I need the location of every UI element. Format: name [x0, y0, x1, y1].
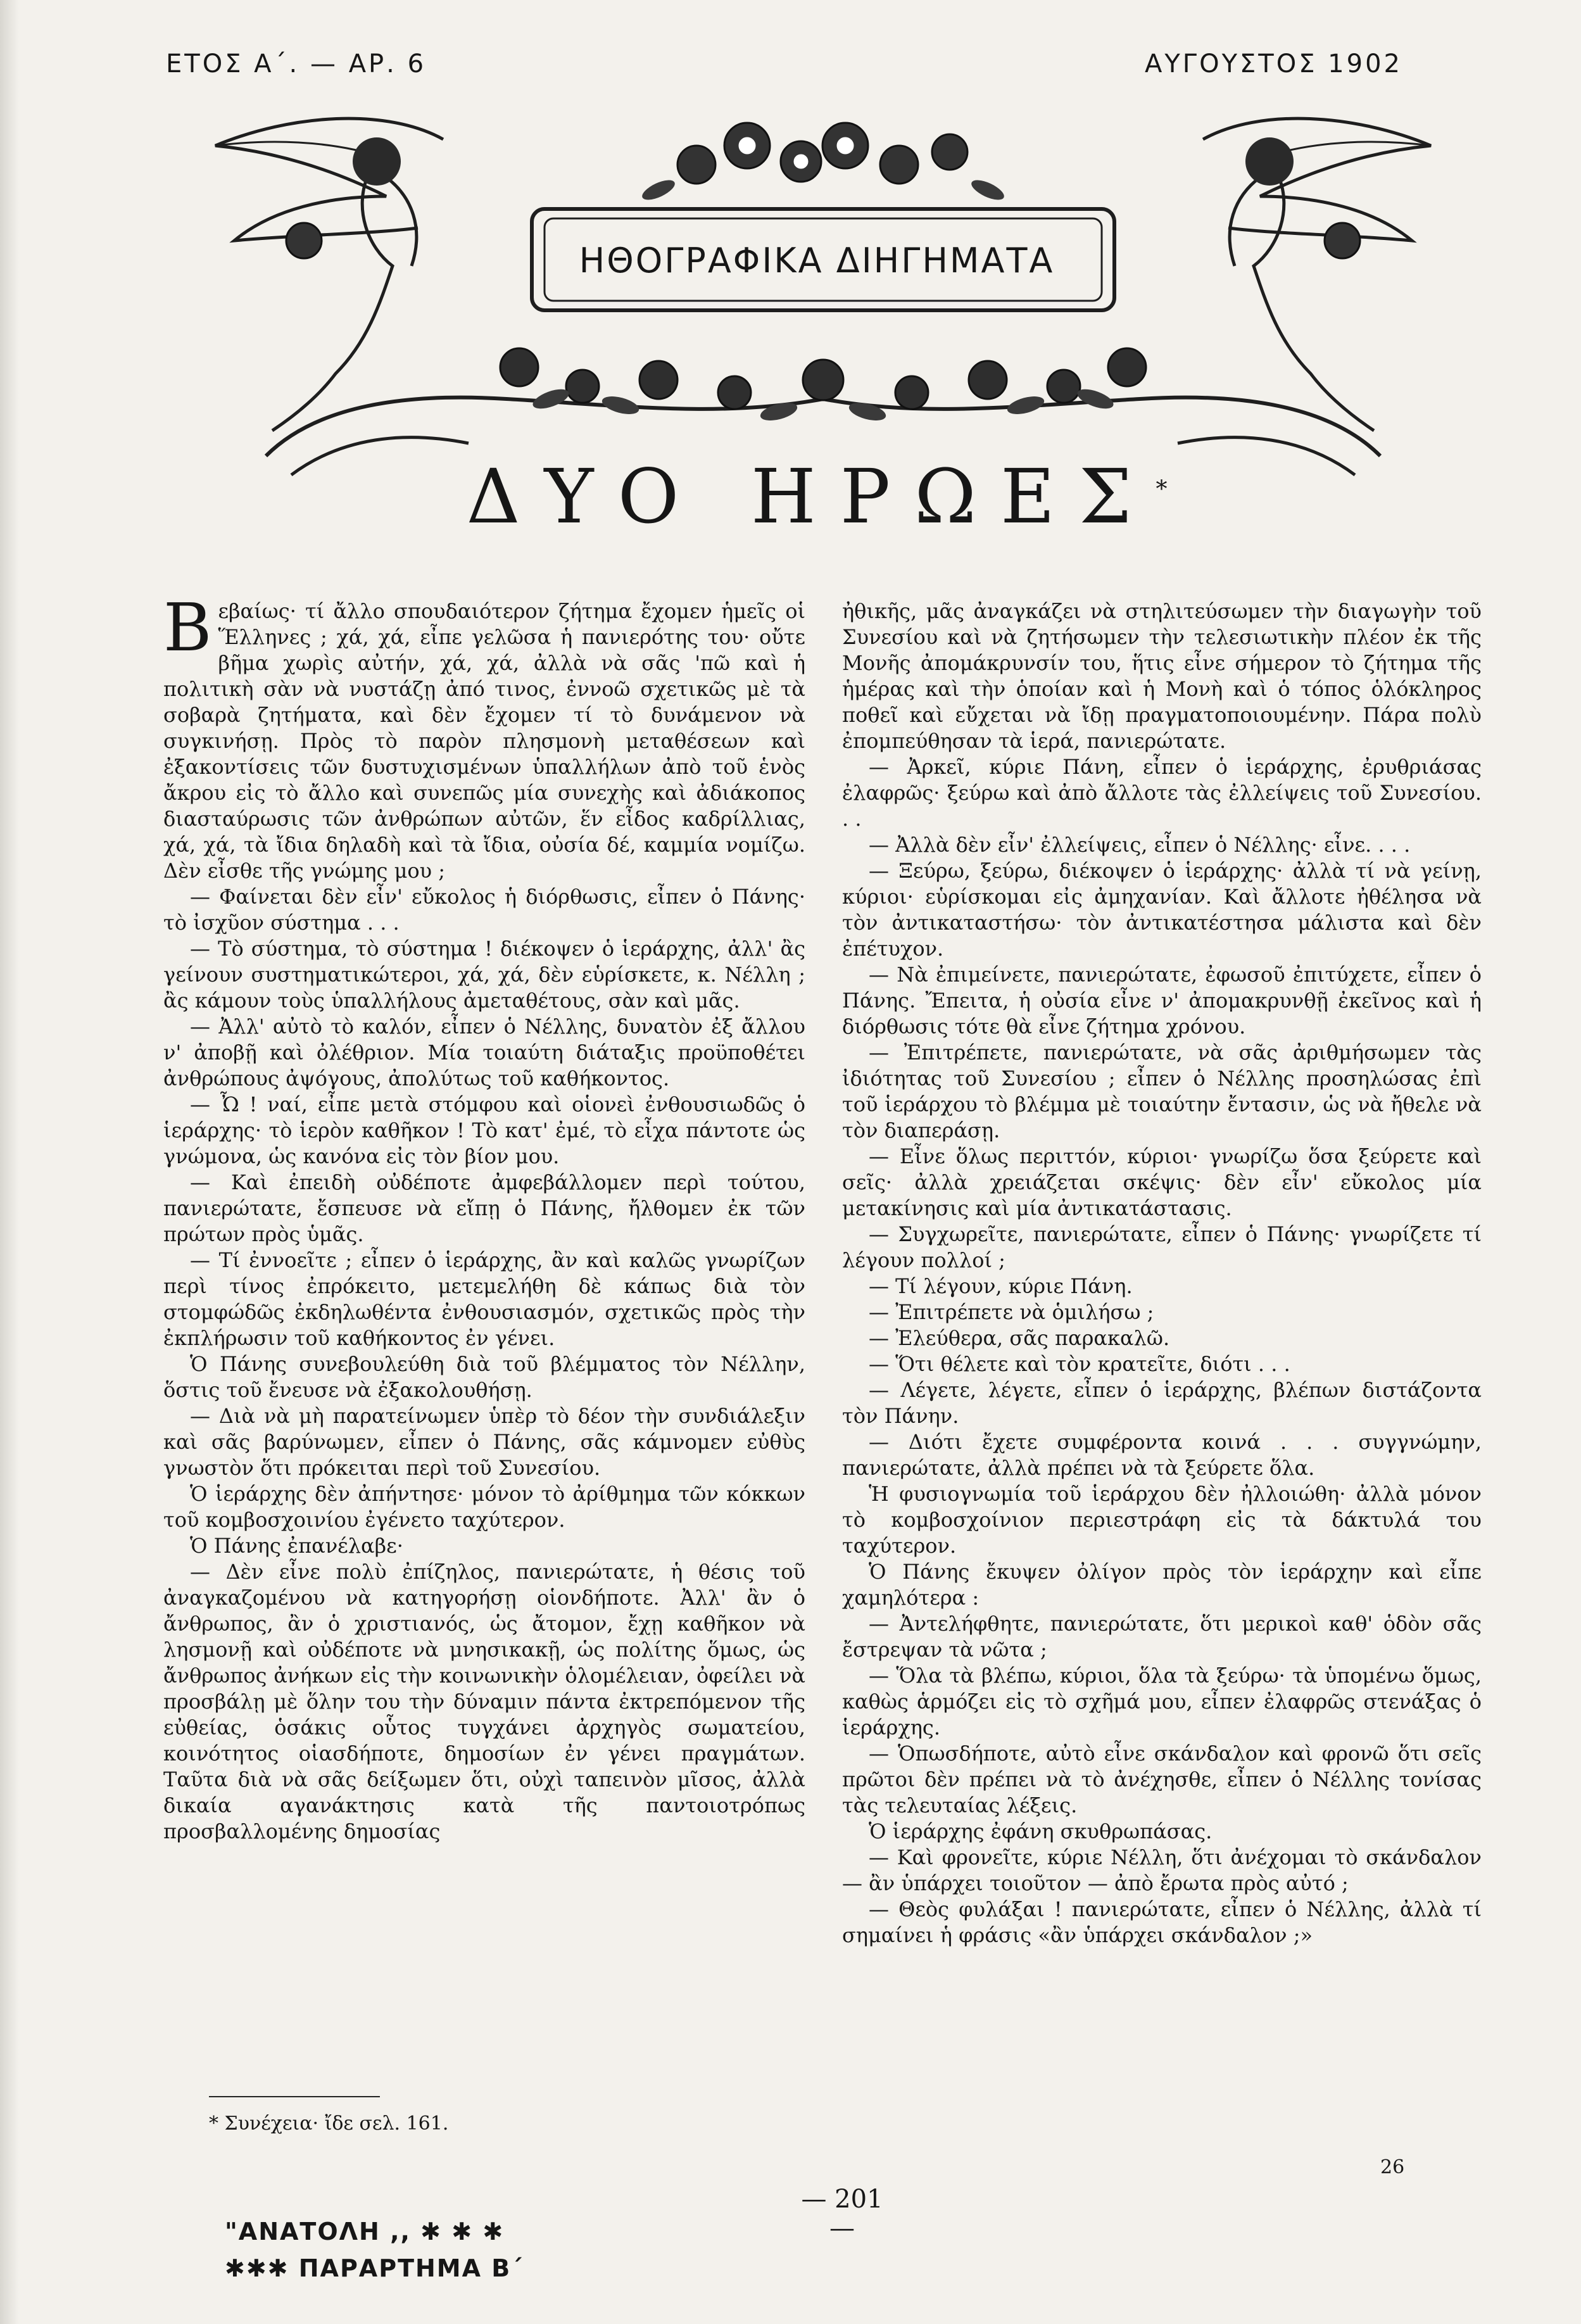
paragraph: — Θεὸς φυλάξαι ! πανιερώτατε, εἶπεν ὁ Νέλλης, ἀλλὰ τί σημαίνει ἡ φράσις «ἂν ὑπάρχει σκάνδαλον ;»: [842, 1897, 1482, 1947]
paragraph: — Νὰ ἐπιμείνετε, πανιερώτατε, ἐφωσοῦ ἐπιτύχετε, εἶπεν ὁ Πάνης. Ἔπειτα, ἡ οὐσία εἶνε ν' ἀπομακρυνθῇ ἐκεῖνος καὶ ἡ διόρθωσις τότε θὰ εἶνε ζήτημα χρόνου.: [842, 963, 1482, 1039]
paragraph: — Ὦ ! ναί, εἶπε μετὰ στόμφου καὶ οἱονεὶ ἐνθουσιωδῶς ὁ ἱεράρχης· τὸ ἱερὸν καθῆκον ! Τὸ κατ' ἐμέ, τὸ εἶχα πάντοτε ὡς γνώμονα, ὡς κανόνα εἰς τὸν βίον μου.: [163, 1092, 805, 1168]
paragraph: — Φαίνεται δὲν εἶν' εὔκολος ἡ διόρθωσις, εἶπεν ὁ Πάνης· τὸ ἰσχῦον σύστημα . . .: [163, 885, 805, 935]
paragraph: — Ξεύρω, ξεύρω, διέκοψεν ὁ ἱεράρχης· ἀλλὰ τί νὰ γείνῃ, κύριοι· εὑρίσκομαι εἰς ἀμηχανίαν. Καὶ ἄλλοτε ἠθέλησα νὰ τὸν ἀντικαταστήσω· τὸν ἀντικατέστησα μάλιστα καὶ δὲν ἐπέτυχον.: [842, 859, 1482, 961]
paragraph: — Εἶνε ὅλως περιττόν, κύριοι· γνωρίζω ὅσα ξεύρετε καὶ σεῖς· ἀλλὰ χρειάζεται σκέψις· δὲν εἶν' εὔκολος μία μετακίνησις καὶ μία ἀντικατάστασις.: [842, 1144, 1482, 1220]
art-nouveau-header-ornament: [177, 101, 1469, 481]
imprint-line-2: ✱✱✱ ΠΑΡΑΡΤΗΜΑ Β΄: [225, 2254, 523, 2282]
section-title: ΗΘΟΓΡΑΦΙΚΑ ΔΙΗΓΗΜΑΤΑ: [579, 241, 1055, 281]
paragraph: — Καὶ φρονεῖτε, κύριε Νέλλη, ὅτι ἀνέχομαι τὸ σκάνδαλον — ἂν ὑπάρχει τοιοῦτον — ἀπὸ ἔρωτα πρὸς αὐτό ;: [842, 1845, 1482, 1895]
signature-number: 26: [1380, 2156, 1405, 2178]
paragraph: — Διὰ νὰ μὴ παρατείνωμεν ὑπὲρ τὸ δέον τὴν συνδιάλεξιν καὶ σᾶς βαρύνωμεν, εἶπεν ὁ Πάνης, σᾶς κάμνομεν εὐθὺς γνωστὸν ὅτι πρόκειται περὶ τοῦ Συνεσίου.: [163, 1404, 805, 1480]
paragraph: — Συγχωρεῖτε, πανιερώτατε, εἶπεν ὁ Πάνης· γνωρίζετε τί λέγουν πολλοί ;: [842, 1222, 1482, 1272]
text-column-right: [842, 598, 1482, 1948]
paragraph: Ὁ Πάνης ἐπανέλαβε·: [190, 1534, 403, 1558]
opening-paragraph: [163, 589, 805, 884]
paragraph: — Ἐπιτρέπετε νὰ ὁμιλήσω ;: [869, 1300, 1154, 1324]
paragraph: — Ἐπιτρέπετε, πανιερώτατε, νὰ σᾶς ἀριθμήσωμεν τὰς ἰδιότητας τοῦ Συνεσίου ; εἶπεν ὁ Νέλλης προσηλώσας ἐπὶ τοῦ ἱεράρχου τὸ βλέμμα μὲ τοιαύτην ἔντασιν, ὡς νὰ ἤθελε νὰ τὸν διαπεράσῃ.: [842, 1040, 1482, 1142]
paragraph: — Λέγετε, λέγετε, εἶπεν ὁ ἱεράρχης, βλέπων διστάζοντα τὸν Πάνην.: [842, 1378, 1482, 1428]
paragraph: ἠθικῆς, μᾶς ἀναγκάζει νὰ στηλιτεύσωμεν τὴν διαγωγὴν τοῦ Συνεσίου καὶ νὰ ζητήσωμεν τὴν τελεσιωτικὴν πλέον ἐκ τῆς Μονῆς ἀπομάκρυνσίν του, ἥτις εἶνε σήμερον τὸ ζήτημα τῆς ἡμέρας καὶ τὴν ὁποίαν καὶ ἡ Μονὴ καὶ ὁ τόπος ὁλόκληρος ποθεῖ καὶ εὔχεται νὰ ἴδῃ πραγματοποιουμένην. Πάρα πολὺ ἐπομπεύθησαν τὰ ἱερά, πανιερώτατε.: [842, 599, 1482, 753]
paragraph: — Καὶ ἐπειδὴ οὐδέποτε ἀμφεβάλλομεν περὶ τούτου, πανιερώτατε, ἔσπευσε νὰ εἴπῃ ὁ Πάνης, ἤλθομεν ἐκ τῶν πρώτων πρὸς ὑμᾶς.: [163, 1170, 805, 1246]
drop-cap: Β: [163, 589, 212, 666]
paragraph: — Τί ἐννοεῖτε ; εἶπεν ὁ ἱεράρχης, ἂν καὶ καλῶς γνωρίζων περὶ τίνος ἐπρόκειτο, μετεμελήθη δὲ κάπως διὰ τὸν στομφώδῶς ἐκδηλωθέντα ἐνθουσιασμόν, σχετικῶς πρὸς τὴν ἐκπλήρωσιν τοῦ καθήκοντος ἐν γένει.: [163, 1248, 805, 1350]
running-head-date: ΑΥΓΟΥΣΤΟΣ 1902: [1145, 49, 1402, 79]
page-number: — 201 —: [801, 2185, 883, 2243]
paragraph: Ὁ Πάνης συνεβουλεύθη διὰ τοῦ βλέμματος τὸν Νέλλην, ὅστις τοῦ ἔνευσε νὰ ἐξακολουθήσῃ.: [163, 1352, 805, 1402]
imprint-line-1: "ΑΝΑΤΟΛΗ ,, ✱ ✱ ✱: [225, 2218, 505, 2245]
paragraph: — Ὁπωσδήποτε, αὐτὸ εἶνε σκάνδαλον καὶ φρονῶ ὅτι σεῖς πρῶτοι δὲν πρέπει νὰ τὸ ἀνέχησθε, εἶπεν ὁ Νέλλης τονίσας τὰς τελευταίας λέξεις.: [842, 1741, 1482, 1817]
paragraph: — Ὅλα τὰ βλέπω, κύριοι, ὅλα τὰ ξεύρω· τὰ ὑπομένω ὅμως, καθὼς ἁρμόζει εἰς τὸ σχῆμά μου, εἶπεν ἐλαφρῶς στενάξας ὁ ἱεράρχης.: [842, 1664, 1482, 1740]
paragraph: Ἡ φυσιογνωμία τοῦ ἱεράρχου δὲν ἠλλοιώθη· ἀλλὰ μόνον τὸ κομβοσχοίνιον περιεστράφη εἰς τὰ δάκτυλά του ταχύτερον.: [842, 1482, 1482, 1558]
paragraph: — Ἀντελήφθητε, πανιερώτατε, ὅτι μερικοὶ καθ' ὁδὸν σᾶς ἔστρεψαν τὰ νῶτα ;: [842, 1612, 1482, 1662]
text-column-left: [163, 589, 805, 1845]
paragraph: — Ὅτι θέλετε καὶ τὸν κρατεῖτε, διότι . . .: [869, 1352, 1290, 1376]
paragraph: Ὁ ἱεράρχης δὲν ἀπήντησε· μόνον τὸ ἀρίθμημα τῶν κόκκων τοῦ κομβοσχοινίου ἐγένετο ταχύτερον.: [163, 1482, 805, 1532]
footnote-marker: *: [1156, 476, 1168, 503]
paragraph: — Δὲν εἶνε πολὺ ἐπίζηλος, πανιερώτατε, ἡ θέσις τοῦ ἀναγκαζομένου νὰ κατηγορήσῃ οἱονδήποτε. Ἀλλ' ἂν ὁ ἄνθρωπος, ἂν ὁ χριστιανός, ὡς ἄτομον, ἔχῃ καθῆκον νὰ λησμονῇ καὶ οὐδέποτε νὰ μνησικακῇ, ὡς πολίτης ὅμως, ὡς ἄνθρωπος ἀνήκων εἰς τὴν κοινωνικὴν ὁλομέλειαν, ὀφείλει νὰ προσβάλῃ μὲ ὅλην του τὴν δύναμιν πάντα ἐκτρεπόμενον τῆς εὐθείας, ὁσάκις οὗτος τυγχάνει ἀρχηγὸς σωματείου, κοινότητος οἱασδήποτε, δημοσίων ἐν γένει πραγμάτων. Ταῦτα διὰ νὰ σᾶς δείξωμεν ὅτι, οὐχὶ ταπεινὸν μῖσος, ἀλλὰ δικαία αγανάκτησις κατὰ τῆς παντοιοτρόπως προσβαλλομένης δημοσίας: [163, 1560, 805, 1843]
footnote: * Συνέχεια· ἴδε σελ. 161.: [209, 2112, 449, 2135]
paragraph: — Ἀρκεῖ, κύριε Πάνη, εἶπεν ὁ ἱεράρχης, ἐρυθριάσας ἐλαφρῶς· ξεύρω καὶ ἀπὸ ἄλλοτε τὰς ἐλλείψεις τοῦ Συνεσίου. . .: [842, 755, 1482, 831]
footnote-rule: [209, 2096, 380, 2097]
paragraph: — Ἀλλ' αὐτὸ τὸ καλόν, εἶπεν ὁ Νέλλης, δυνατὸν ἐξ ἄλλου ν' ἀποβῇ καὶ ὀλέθριον. Μία τοιαύτη διάταξις προϋποθέτει ἀνθρώπους ἀψόγους, ἀπολύτως τοῦ καθήκοντος.: [163, 1014, 805, 1090]
paragraph: — Διότι ἔχετε συμφέροντα κοινά . . . συγγνώμην, πανιερώτατε, ἀλλὰ πρέπει νὰ τὰ ξεύρετε ὅλα.: [842, 1430, 1482, 1480]
paragraph-text: εβαίως· τί ἄλλο σπουδαιότερον ζήτημα ἔχομεν ἡμεῖς οἱ Ἕλληνες ; χά, χά, εἶπε γελῶσα ἡ πανιερότης του· οὔτε βῆμα χωρὶς αὐτήν, χά, χά, ἀλλὰ νὰ σᾶς 'πῶ καὶ ἡ πολιτικὴ σὰν νὰ νυστάζῃ ἀπό τινος, ἐννοῶ σχετικῶς μὲ τὰ σοβαρὰ ζητήματα, καὶ δὲν ἔχομεν τί τὸ δυνάμενον νὰ συγκινήσῃ. Πρὸς τὸ παρὸν πλησμονὴ μεταθέσεων καὶ ἐξακοντίσεις τῶν δυστυχισμένων ὑπαλλήλων ἀπὸ τοῦ ἑνὸς ἄκρου εἰς τὸ ἄλλο καὶ συνεπῶς μία συνεχὴς καὶ ἀδιάκοπος διασταύρωσις τῶν ἀνθρώπων αὐτῶν, ἕν εἶδος καδρίλλιας, χά, χά, τὰ ἴδια δηλαδὴ καὶ τὰ ἴδια, οὐσία δέ, καμμία νομίζω. Δὲν εἶσθε τῆς γνώμης μου ;: [163, 599, 805, 883]
story-title-text: ΔΥΟ ΗΡΩΕΣ: [466, 453, 1156, 540]
paragraph: — Τί λέγουν, κύριε Πάνη.: [869, 1274, 1133, 1298]
paragraph: Ὁ Πάνης ἔκυψεν ὀλίγον πρὸς τὸν ἱεράρχην καὶ εἶπε χαμηλότερα :: [842, 1560, 1482, 1610]
paragraph: — Τὸ σύστημα, τὸ σύστημα ! διέκοψεν ὁ ἱεράρχης, ἀλλ' ἂς γείνουν συστηματικώτεροι, χά, χά, δὲν εὑρίσκετε, κ. Νέλλη ; ἂς κάμουν τοὺς ὑπαλλήλους ἀμεταθέτους, σὰν καὶ μᾶς.: [163, 937, 805, 1013]
story-title: [462, 453, 1171, 540]
paragraph: Ὁ ἱεράρχης ἐφάνη σκυθρωπάσας.: [869, 1819, 1213, 1843]
paragraph: — Ἐλεύθερα, σᾶς παρακαλῶ.: [869, 1326, 1170, 1350]
running-head-issue: ΕΤΟΣ Α΄. — ΑΡ. 6: [166, 49, 427, 79]
paragraph: — Ἀλλὰ δὲν εἶν' ἐλλείψεις, εἶπεν ὁ Νέλλης· εἶνε. . . .: [869, 833, 1411, 857]
